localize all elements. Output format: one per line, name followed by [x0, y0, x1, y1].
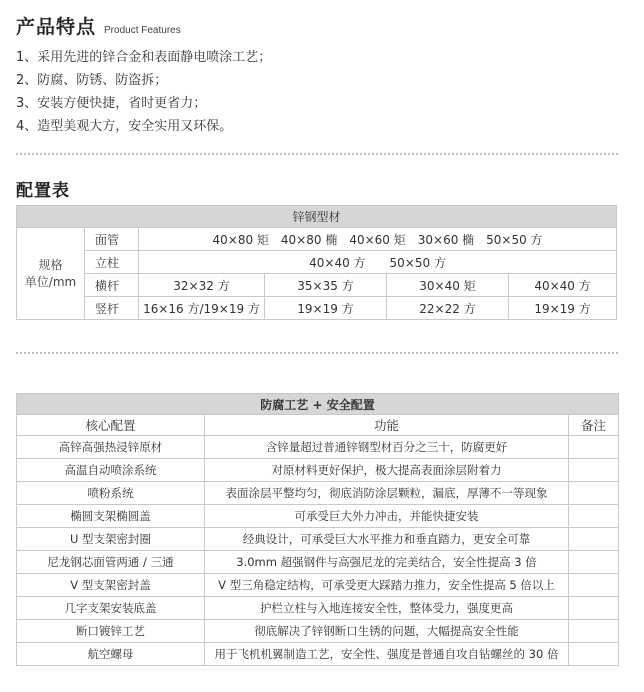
- spec-cell: 22×22 方: [387, 297, 509, 320]
- note-cell: [569, 482, 619, 505]
- dotted-divider: [16, 153, 618, 155]
- config-name-cell: 椭圆支架椭圆盖: [17, 505, 205, 528]
- spec-cell: 35×35 方: [265, 274, 387, 297]
- note-cell: [569, 436, 619, 459]
- config-name-cell: 尼龙钢芯面管两通 / 三通: [17, 551, 205, 574]
- feature-item: 4、造型美观大方，安全实用又环保。: [16, 119, 233, 134]
- spec-part-label: 竖杆: [85, 297, 139, 320]
- table-row: [17, 459, 619, 482]
- features-heading: [16, 12, 181, 38]
- spec-part-label: 面管: [85, 228, 139, 251]
- function-cell: 表面涂层平整均匀，彻底消防涂层颗粒，漏底，厚薄不一等现象: [205, 482, 569, 505]
- config-name-cell: 几字支架安装底盖: [17, 597, 205, 620]
- config-name-cell: 高温自动喷涂系统: [17, 459, 205, 482]
- feature-item: 3、安装方便快捷，省时更省力；: [16, 96, 207, 111]
- features-list: [16, 46, 271, 138]
- table-row: [17, 574, 619, 597]
- spec-table: [16, 205, 617, 320]
- spec-cell: 32×32 方: [139, 274, 265, 297]
- note-cell: [569, 620, 619, 643]
- table-row: [17, 597, 619, 620]
- table-row: [17, 643, 619, 666]
- column-header: 核心配置: [17, 415, 205, 436]
- note-cell: [569, 528, 619, 551]
- note-cell: [569, 459, 619, 482]
- protection-table: [16, 393, 619, 666]
- spec-table-title: 锌钢型材: [17, 206, 617, 228]
- note-cell: [569, 574, 619, 597]
- spec-cell: 30×40 矩: [387, 274, 509, 297]
- feature-item: 1、采用先进的锌合金和表面静电喷涂工艺；: [16, 50, 272, 65]
- config-name-cell: 高锌高强热浸锌原材: [17, 436, 205, 459]
- config-name-cell: 喷粉系统: [17, 482, 205, 505]
- spec-cell: 19×19 方: [509, 297, 617, 320]
- function-cell: 可承受巨大外力冲击，并能快捷安装: [205, 505, 569, 528]
- spec-post-values: 40×40 方 50×50 方: [139, 251, 617, 274]
- spec-cell: 16×16 方/19×19 方: [139, 297, 265, 320]
- spec-cell: 40×40 方: [509, 274, 617, 297]
- function-cell: V 型三角稳定结构，可承受更大踩踏力推力，安全性提高 5 倍以上: [205, 574, 569, 597]
- features-subtitle: Product Features: [104, 25, 181, 36]
- protection-table-title: 防腐工艺 + 安全配置: [17, 394, 619, 415]
- config-name-cell: 断口镀锌工艺: [17, 620, 205, 643]
- column-header: 功能: [205, 415, 569, 436]
- note-cell: [569, 551, 619, 574]
- function-cell: 经典设计，可承受巨大水平推力和垂直踏力，更安全可靠: [205, 528, 569, 551]
- spec-face-values: 40×80 矩 40×80 椭 40×60 矩 30×60 椭 50×50 方: [139, 228, 617, 251]
- function-cell: 彻底解决了锌钢断口生锈的问题，大幅提高安全性能: [205, 620, 569, 643]
- config-title: 配置表: [16, 181, 70, 201]
- note-cell: [569, 505, 619, 528]
- note-cell: [569, 597, 619, 620]
- function-cell: 护栏立柱与入地连接安全性，整体受力，强度更高: [205, 597, 569, 620]
- table-row: [17, 436, 619, 459]
- config-name-cell: V 型支架密封盖: [17, 574, 205, 597]
- features-title: 产品特点: [16, 16, 97, 38]
- function-cell: 用于飞机机翼制造工艺，安全性、强度是普通自攻自钻螺丝的 30 倍: [205, 643, 569, 666]
- config-name-cell: U 型支架密封圈: [17, 528, 205, 551]
- spec-part-label: 立柱: [85, 251, 139, 274]
- dotted-divider: [16, 352, 618, 354]
- note-cell: [569, 643, 619, 666]
- config-name-cell: 航空螺母: [17, 643, 205, 666]
- function-cell: 3.0mm 超强钢件与高强尼龙的完美结合，安全性提高 3 倍: [205, 551, 569, 574]
- table-row: [17, 505, 619, 528]
- table-row: [17, 528, 619, 551]
- table-row: [17, 551, 619, 574]
- feature-item: 2、防腐、防锈、防盗拆；: [16, 73, 168, 88]
- column-header: 备注: [569, 415, 619, 436]
- spec-cell: 19×19 方: [265, 297, 387, 320]
- function-cell: 含锌量超过普通锌钢型材百分之三十，防腐更好: [205, 436, 569, 459]
- protection-rows: [17, 436, 619, 666]
- table-row: [17, 620, 619, 643]
- function-cell: 对原材料更好保护，极大提高表面涂层附着力: [205, 459, 569, 482]
- spec-unit-label: 规格 单位/mm: [17, 228, 85, 320]
- spec-part-label: 横杆: [85, 274, 139, 297]
- table-row: [17, 482, 619, 505]
